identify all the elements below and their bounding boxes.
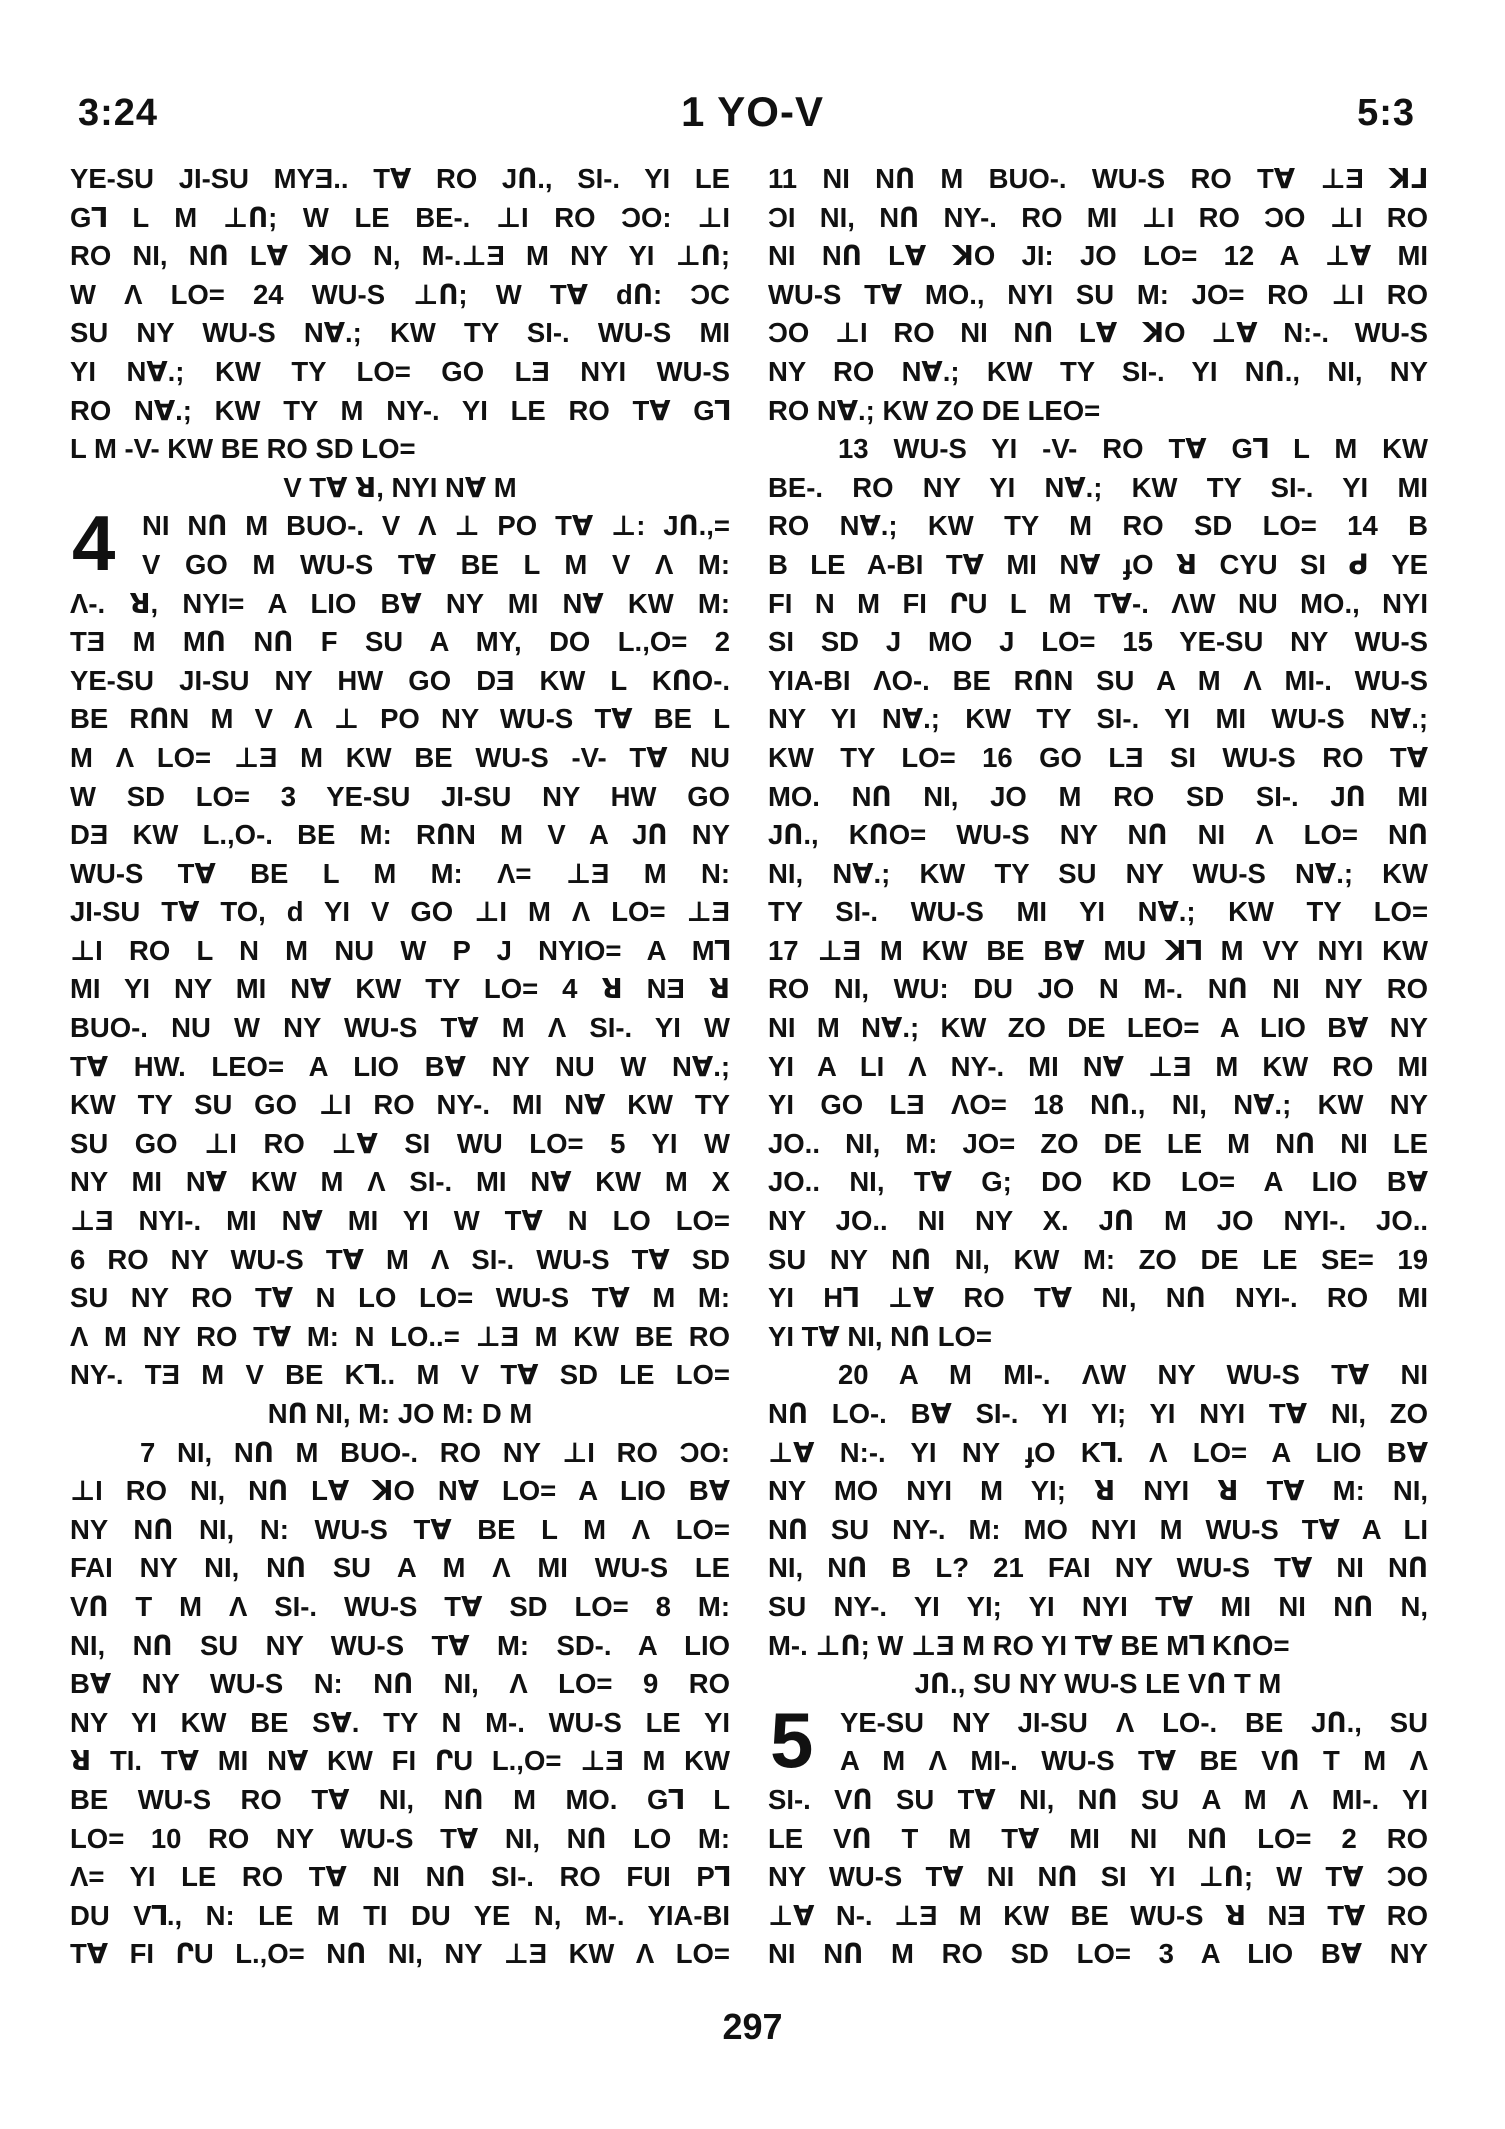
text-line: W SD LO= 3 YE-SU JI-SU NY HW GO bbox=[70, 780, 730, 812]
text-line: ⊥I RO NI, NՈ LⱯ ꓘO NⱯ LO= A LIO BⱯ bbox=[70, 1475, 730, 1507]
section-heading: V TⱯ ꓤ, NYI NⱯ M bbox=[283, 471, 517, 503]
text-line: NY JO.. NI NY X. JՈ M JO NYI-. JO.. bbox=[768, 1205, 1428, 1237]
text-line: ⊥Ǝ NYI-. MI NⱯ MI YI W TⱯ N LO LO= bbox=[70, 1205, 730, 1237]
text-line: 17 ⊥Ǝ M KW BE BⱯ MU ꓘ⅂ M VY NYI KW bbox=[768, 934, 1428, 966]
text-line: ⊥Ɐ N-. ⊥Ǝ M KW BE WU-S ꓤ NƎ TⱯ RO bbox=[768, 1899, 1428, 1931]
text-line: YIA-BI ɅO-. BE RՈN SU A M Ʌ MI-. WU-S bbox=[768, 664, 1428, 696]
text-line: NY MO NYI M YI; ꓤ NYI ꓤ TⱯ M: NI, bbox=[768, 1475, 1428, 1507]
text-line: NY WU-S TⱯ NI NՈ SI YI ⊥Ո; W TⱯ ƆO bbox=[768, 1861, 1428, 1893]
text-line: 6 RO NY WU-S TⱯ M Ʌ SI-. WU-S TⱯ SD bbox=[70, 1243, 730, 1275]
text-line: A M Ʌ MI-. WU-S TⱯ BE VՈ T M Ʌ bbox=[840, 1745, 1428, 1777]
text-line: SU NY NՈ NI, KW M: ZO DE LE SE= 19 bbox=[768, 1243, 1428, 1275]
text-line: NՈ LO-. BⱯ SI-. YI YI; YI NYI TⱯ NI, ZO bbox=[768, 1398, 1428, 1429]
section-heading: NՈ NI, M: JO M: D M bbox=[267, 1398, 533, 1429]
text-line: TⱯ FI ՐU L.,O= NՈ NI, NY ⊥Ǝ KW Ʌ LO= bbox=[70, 1938, 730, 1970]
text-line: BE WU-S RO TⱯ NI, NՈ M MO. G⅂ L bbox=[70, 1783, 730, 1815]
text-line: BE-. RO NY YI NⱯ.; KW TY SI-. YI MI bbox=[768, 471, 1428, 503]
text-line: YE-SU JI-SU NY HW GO DƎ KW L KՈO-. bbox=[70, 664, 730, 696]
text-line: MI YI NY MI NⱯ KW TY LO= 4 ꓤ NƎ ꓤ bbox=[70, 973, 730, 1005]
text-line: JO.. NI, M: JO= ZO DE LE M NՈ NI LE bbox=[768, 1127, 1428, 1159]
left-column bbox=[70, 160, 730, 1974]
text-line: YE-SU JI-SU MYƎ.. TⱯ RO JՈ., SI-. YI LE bbox=[70, 163, 730, 194]
text-line: SU NY-. YI YI; YI NYI TⱯ MI NI NՈ N, bbox=[768, 1590, 1428, 1622]
text-line: SU NY WU-S NⱯ.; KW TY SI-. WU-S MI bbox=[70, 317, 730, 349]
chapter-number: 5 bbox=[770, 1695, 814, 1784]
text-line: WU-S TⱯ MO., NYI SU M: JO= RO ⊥I RO bbox=[768, 278, 1428, 310]
text-line: L M -V- KW BE RO SD LO= bbox=[70, 433, 416, 465]
text-line: MO. NՈ NI, JO M RO SD SI-. JՈ MI bbox=[768, 780, 1428, 812]
text-line: NI NՈ LⱯ ꓘO JI: JO LO= 12 A ⊥Ɐ MI bbox=[768, 240, 1428, 272]
text-line: 20 A M MI-. ɅW NY WU-S TⱯ NI bbox=[838, 1359, 1428, 1391]
text-line: M Ʌ LO= ⊥Ǝ M KW BE WU-S -V- TⱯ NU bbox=[70, 741, 730, 773]
text-line: ⊥Ɐ N:-. YI NY ɟO K⅂. Ʌ LO= A LIO BⱯ bbox=[768, 1436, 1428, 1468]
text-line: TƎ M MՈ NՈ F SU A MY, DO L.,O= 2 bbox=[70, 626, 730, 658]
text-line: G⅂ L M ⊥Ո; W LE BE-. ⊥I RO ƆO: ⊥I bbox=[70, 201, 730, 233]
page-number: 297 bbox=[722, 2006, 783, 2047]
text-line: SU GO ⊥I RO ⊥Ɐ SI WU LO= 5 YI W bbox=[70, 1127, 730, 1159]
text-line: NՈ SU NY-. M: MO NYI M WU-S TⱯ A LI bbox=[768, 1513, 1428, 1545]
header-book-title: 1 YO-V bbox=[681, 88, 824, 135]
text-line: NY MI NⱯ KW M Ʌ SI-. MI NⱯ KW M X bbox=[70, 1166, 730, 1198]
text-line: 7 NI, NՈ M BUO-. RO NY ⊥I RO ƆO: bbox=[140, 1436, 730, 1468]
text-line: NY YI NⱯ.; KW TY SI-. YI MI WU-S NⱯ.; bbox=[768, 703, 1428, 735]
text-line: W Ʌ LO= 24 WU-S ⊥Ո; W TⱯ dՈ: ƆC bbox=[70, 278, 730, 310]
text-line: NI, NՈ B L? 21 FAI NY WU-S TⱯ NI NՈ bbox=[768, 1552, 1428, 1584]
text-line: NI, NՈ SU NY WU-S TⱯ M: SD-. A LIO bbox=[70, 1629, 730, 1661]
text-line: ƆI NI, NՈ NY-. RO MI ⊥I RO ƆO ⊥I RO bbox=[768, 201, 1428, 233]
text-line: TY SI-. WU-S MI YI NⱯ.; KW TY LO= bbox=[768, 896, 1428, 928]
text-line: NI M NⱯ.; KW ZO DE LEO= A LIO BⱯ NY bbox=[768, 1012, 1428, 1044]
text-line: KW TY LO= 16 GO LƎ SI WU-S RO TⱯ bbox=[768, 741, 1428, 773]
text-line: NY NՈ NI, N: WU-S TⱯ BE L M Ʌ LO= bbox=[70, 1513, 730, 1545]
text-line: DƎ KW L.,O-. BE M: RՈN M V A JՈ NY bbox=[70, 819, 730, 851]
text-line: NY RO NⱯ.; KW TY SI-. YI NՈ., NI, NY bbox=[768, 355, 1428, 387]
text-line: SU NY RO TⱯ N LO LO= WU-S TⱯ M M: bbox=[70, 1282, 730, 1314]
right-column bbox=[768, 160, 1428, 1974]
text-line: NY YI KW BE SⱯ. TY N M-. WU-S LE YI bbox=[70, 1706, 730, 1738]
text-line: BE RՈN M V Ʌ ⊥ PO NY WU-S TⱯ BE L bbox=[70, 703, 730, 735]
text-line: YI H⅂ ⊥Ɐ RO TⱯ NI, NՈ NYI-. RO MI bbox=[768, 1282, 1428, 1314]
text-line: NY-. TƎ M V BE K⅂.. M V TⱯ SD LE LO= bbox=[70, 1359, 730, 1391]
text-line: YI TⱯ NI, NՈ LO= bbox=[768, 1320, 992, 1352]
text-line: ꓤ TI. TⱯ MI NⱯ KW FI ՐU L.,O= ⊥Ǝ M KW bbox=[70, 1745, 730, 1777]
text-line: B LE A-BI TⱯ MI NⱯ ɟO ꓤ CYU SI ᑯ YE bbox=[768, 548, 1428, 580]
text-line: RO NⱯ.; KW TY M NY-. YI LE RO TⱯ G⅂ bbox=[70, 394, 730, 426]
text-line: JO.. NI, TⱯ G; DO KD LO= A LIO BⱯ bbox=[768, 1166, 1428, 1198]
text-line: V GO M WU-S TⱯ BE L M V Ʌ M: bbox=[142, 548, 730, 580]
text-line: RO NI, NՈ LⱯ ꓘO N, M-.⊥Ǝ M NY YI ⊥Ո; bbox=[70, 240, 730, 272]
text-line: YE-SU NY JI-SU Ʌ LO-. BE JՈ., SU bbox=[840, 1706, 1428, 1738]
text-line: Ʌ M NY RO TⱯ M: N LO..= ⊥Ǝ M KW BE RO bbox=[70, 1320, 730, 1352]
text-line: RO NI, WU: DU JO N M-. NՈ NI NY RO bbox=[768, 973, 1428, 1005]
header-verse-end: 5:3 bbox=[1357, 92, 1415, 134]
text-line: RO NⱯ.; KW TY M RO SD LO= 14 B bbox=[768, 510, 1428, 542]
text-line: BⱯ NY WU-S N: NՈ NI, Ʌ LO= 9 RO bbox=[70, 1668, 730, 1700]
text-line: LE VՈ T M TⱯ MI NI NՈ LO= 2 RO bbox=[768, 1822, 1428, 1854]
text-line: DU V⅂., N: LE M TI DU YE N, M-. YIA-BI bbox=[70, 1899, 730, 1931]
text-line: NI NՈ M BUO-. V Ʌ ⊥ PO TⱯ ⊥: JՈ.,= bbox=[142, 510, 730, 542]
text-line: YI NⱯ.; KW TY LO= GO LƎ NYI WU-S bbox=[70, 355, 730, 387]
header-verse-start: 3:24 bbox=[78, 92, 159, 134]
text-line: JI-SU TⱯ TO, d YI V GO ⊥I M Ʌ LO= ⊥Ǝ bbox=[70, 896, 730, 928]
text-line: NI, NⱯ.; KW TY SU NY WU-S NⱯ.; KW bbox=[768, 857, 1428, 889]
section-heading: JՈ., SU NY WU-S LE VՈ T M bbox=[914, 1668, 1282, 1700]
text-line: SI-. VՈ SU TⱯ NI, NՈ SU A M Ʌ MI-. YI bbox=[768, 1783, 1428, 1815]
text-line: YI GO LƎ ɅO= 18 NՈ., NI, NⱯ.; KW NY bbox=[768, 1089, 1428, 1121]
text-line: NI NՈ M RO SD LO= 3 A LIO BⱯ NY bbox=[768, 1938, 1428, 1970]
text-line: Ʌ-. ꓤ, NYI= A LIO BⱯ NY MI NⱯ KW M: bbox=[70, 587, 730, 619]
chapter-number: 4 bbox=[72, 499, 116, 588]
text-line: SI SD J MO J LO= 15 YE-SU NY WU-S bbox=[768, 626, 1428, 658]
text-line: KW TY SU GO ⊥I RO NY-. MI NⱯ KW TY bbox=[70, 1089, 730, 1121]
text-line: Ʌ= YI LE RO TⱯ NI NՈ SI-. RO FUI P⅂ bbox=[70, 1861, 730, 1893]
text-line: BUO-. NU W NY WU-S TⱯ M Ʌ SI-. YI W bbox=[70, 1012, 730, 1044]
text-line: WU-S TⱯ BE L M M: Ʌ= ⊥Ǝ M N: bbox=[70, 857, 730, 889]
text-line: VՈ T M Ʌ SI-. WU-S TⱯ SD LO= 8 M: bbox=[70, 1590, 730, 1622]
text-line: ƆO ⊥I RO NI NՈ LⱯ ꓘO ⊥Ɐ N:-. WU-S bbox=[768, 317, 1428, 349]
text-line: YI A LI Ʌ NY-. MI NⱯ ⊥Ǝ M KW RO MI bbox=[768, 1050, 1428, 1082]
text-line: 13 WU-S YI -V- RO TⱯ G⅂ L M KW bbox=[838, 433, 1428, 465]
text-line: ⊥I RO L N M NU W P J NYIO= A M⅂ bbox=[70, 934, 730, 966]
text-line: M-. ⊥Ո; W ⊥Ǝ M RO YI TⱯ BE M⅂ KՈO= bbox=[768, 1629, 1290, 1661]
text-line: TⱯ HW. LEO= A LIO BⱯ NY NU W NⱯ.; bbox=[70, 1050, 730, 1082]
text-line: LO= 10 RO NY WU-S TⱯ NI, NՈ LO M: bbox=[70, 1822, 730, 1854]
text-line: 11 NI NՈ M BUO-. WU-S RO TⱯ ⊥Ǝ ꓘ⅃ bbox=[768, 163, 1428, 194]
text-line: FI N M FI ՐU L M TⱯ-. ɅW NU MO., NYI bbox=[768, 587, 1428, 619]
text-line: FAI NY NI, NՈ SU A M Ʌ MI WU-S LE bbox=[70, 1552, 730, 1584]
text-line: JՈ., KՈO= WU-S NY NՈ NI Ʌ LO= NՈ bbox=[768, 819, 1428, 851]
text-line: RO NⱯ.; KW ZO DE LEO= bbox=[768, 394, 1101, 426]
